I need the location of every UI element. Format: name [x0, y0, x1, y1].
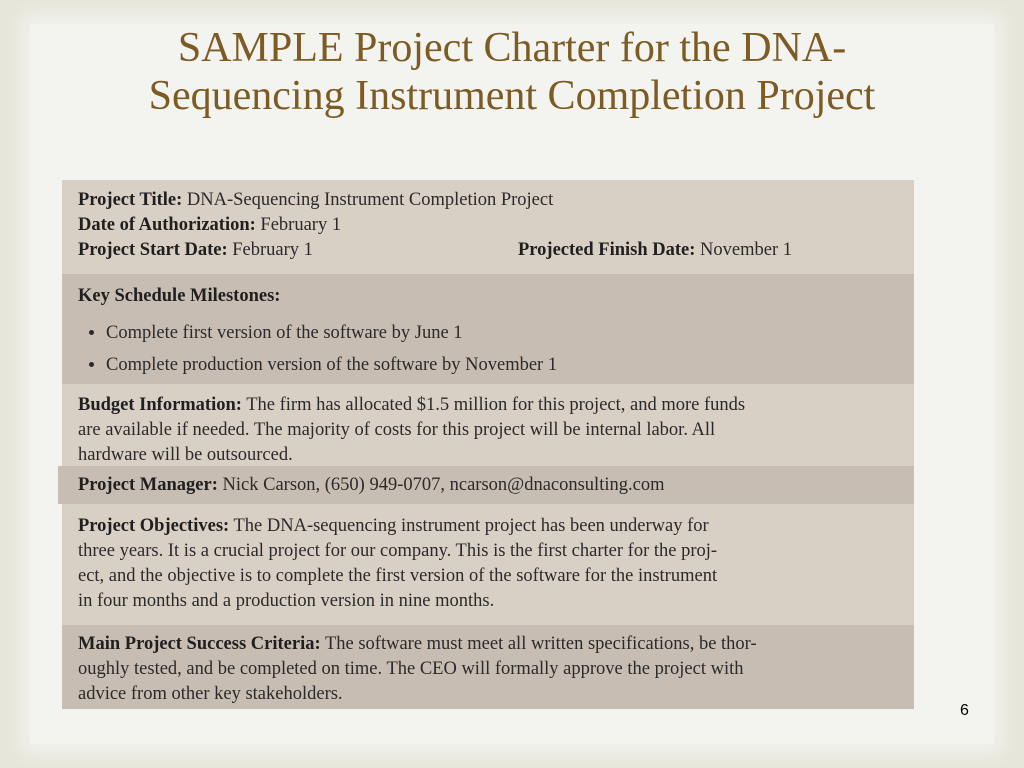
budget-line: are available if needed. The majority of costs for this project will be internal labor. All	[78, 420, 716, 440]
finish-date-group	[518, 238, 792, 263]
date-authorization-value: February 1	[260, 215, 342, 235]
success-line: advice from other key stakeholders.	[78, 684, 343, 704]
slide-title-line-1: SAMPLE Project Charter for the DNA-	[177, 25, 847, 71]
objectives-line: in four months and a production version in nine months.	[78, 591, 495, 611]
budget-line: hardware will be outsourced.	[78, 445, 293, 465]
success-criteria-label: Main Project Success Criteria:	[78, 634, 321, 654]
slide-title	[0, 24, 1024, 120]
objectives-line: three years. It is a crucial project for our company. This is the first charter for the proj-	[78, 541, 718, 561]
date-authorization-row	[78, 213, 914, 238]
date-authorization-label: Date of Authorization:	[78, 215, 256, 235]
objectives-block	[62, 504, 914, 625]
success-criteria-block	[62, 625, 914, 709]
milestones-heading-row	[78, 278, 914, 309]
objectives-line: ect, and the objective is to complete the first version of the software for the instrument	[78, 566, 718, 586]
slide-title-line-2: Sequencing Instrument Completion Project	[148, 73, 876, 119]
milestones-list	[78, 317, 914, 381]
milestone-item: • Complete production version of the software by November 1	[106, 349, 914, 381]
success-line	[78, 632, 914, 657]
project-title-row	[78, 188, 914, 213]
milestones-block	[62, 274, 914, 384]
finish-date-label: Projected Finish Date:	[518, 240, 696, 260]
finish-date-value: November 1	[700, 240, 793, 260]
project-manager-label: Project Manager:	[78, 475, 218, 495]
success-line: oughly tested, and be completed on time. The CEO will formally approve the project with	[78, 659, 744, 679]
start-date-value: February 1	[232, 240, 313, 260]
page-number: 6	[960, 702, 969, 719]
project-manager-block	[58, 466, 914, 504]
objectives-label: Project Objectives:	[78, 516, 230, 536]
budget-line	[78, 393, 914, 418]
milestones-label: Key Schedule Milestones:	[78, 286, 281, 306]
charter-header-block	[62, 180, 914, 274]
budget-text: The firm has allocated $1.5 million for this project, and more funds	[246, 395, 746, 415]
budget-block	[62, 384, 914, 466]
budget-label: Budget Information:	[78, 395, 242, 415]
milestone-item: • Complete first version of the software by June 1	[106, 317, 914, 349]
objectives-text: The DNA-sequencing instrument project has been underway for	[233, 516, 709, 536]
objectives-line	[78, 514, 914, 539]
project-title-label: Project Title:	[78, 190, 183, 210]
project-charter-panel	[62, 180, 914, 709]
project-title-value: DNA-Sequencing Instrument Completion Project	[186, 190, 554, 210]
start-date-label: Project Start Date:	[78, 240, 228, 260]
dates-row	[78, 238, 914, 263]
success-criteria-text: The software must meet all written specifications, be thor-	[324, 634, 757, 654]
project-manager-value: Nick Carson, (650) 949-0707, ncarson@dnaconsulting.com	[222, 475, 665, 495]
